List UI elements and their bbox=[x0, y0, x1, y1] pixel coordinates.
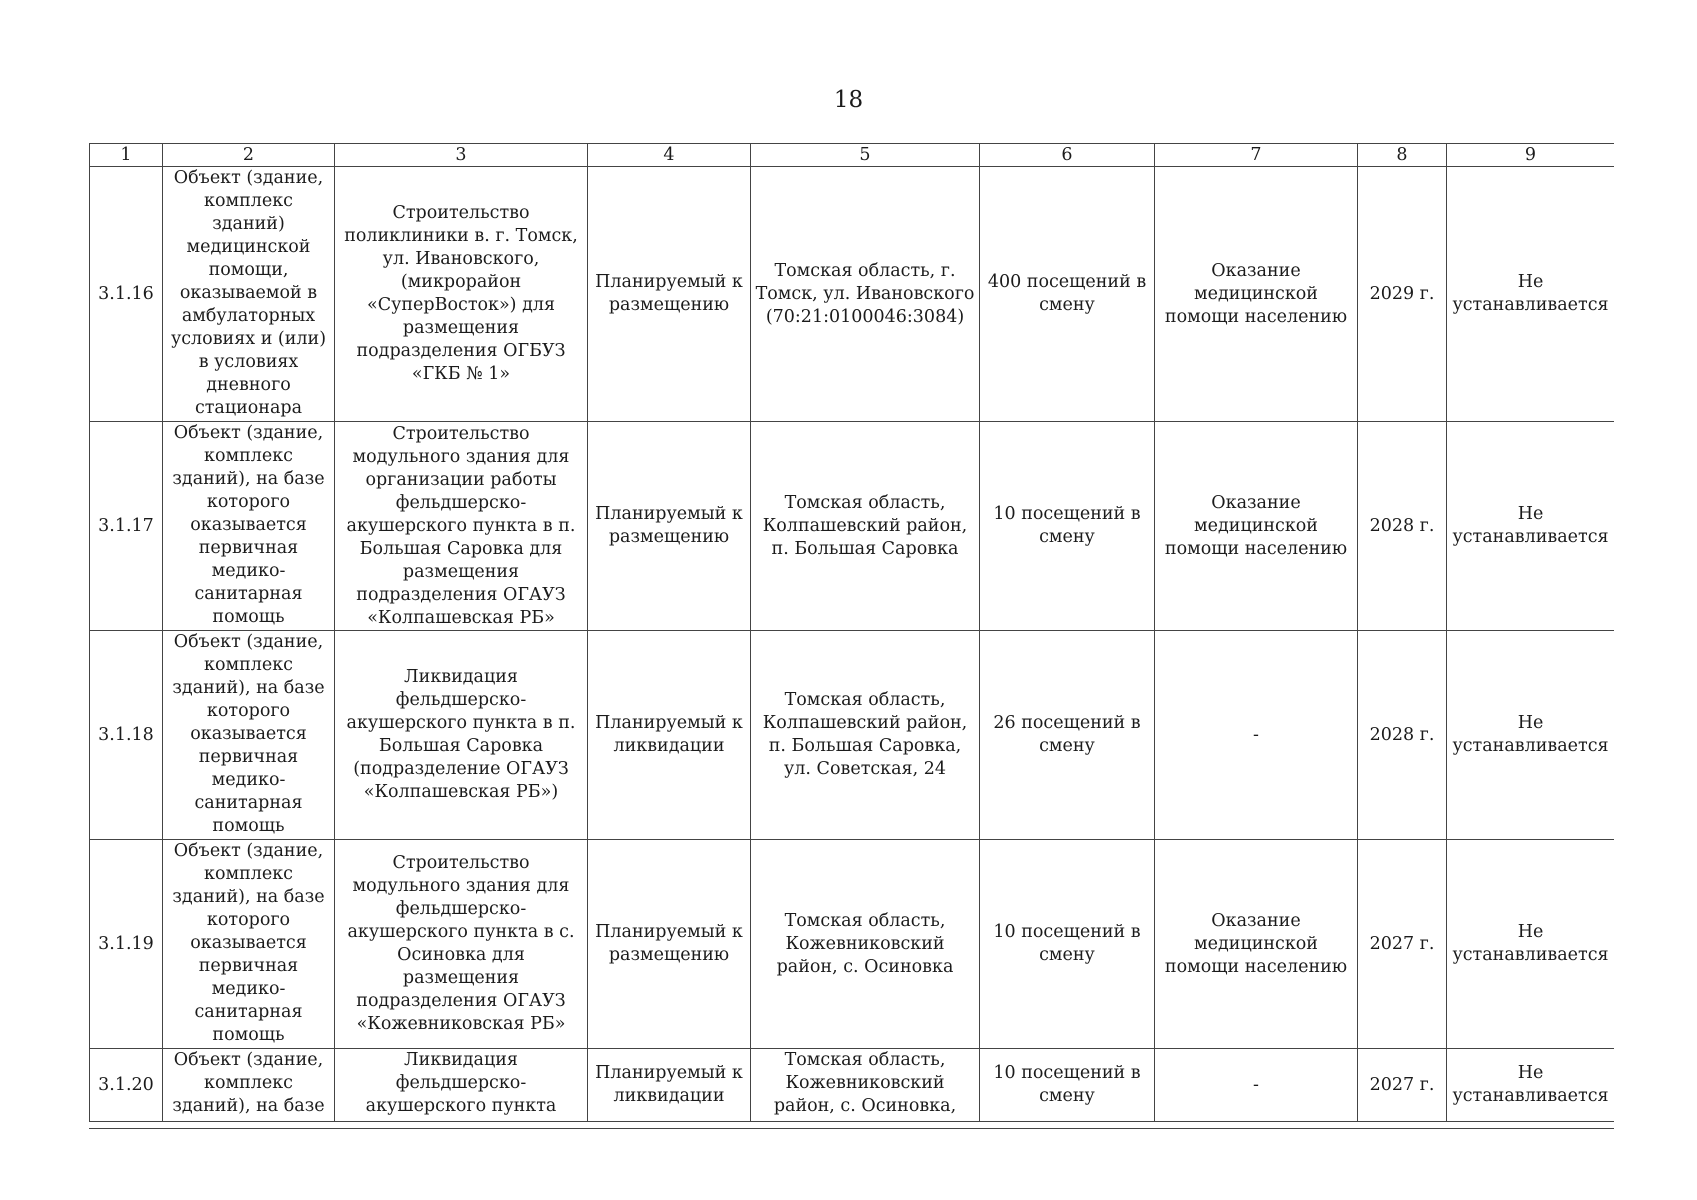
objects-table bbox=[89, 143, 1614, 1122]
object-location: Томская область, Кожевниковский район, с. Осиновка bbox=[751, 840, 980, 1049]
row-number: 3.1.19 bbox=[90, 840, 163, 1049]
column-header: 2 bbox=[163, 144, 335, 167]
column-header: 3 bbox=[335, 144, 588, 167]
object-capacity: 10 посещений в смену bbox=[980, 1049, 1155, 1122]
column-header: 1 bbox=[90, 144, 163, 167]
object-name: Строительство модульного здания для организации работы фельдшерско-акушерского пункта в п. Большая Саровка для размещения подразделения ОГАУЗ «Колпашевская РБ» bbox=[335, 422, 588, 631]
table-row bbox=[90, 1049, 1615, 1122]
object-location: Томская область, г. Томск, ул. Ивановского (70:21:0100046:3084) bbox=[751, 167, 980, 422]
objects-table-container bbox=[89, 143, 1614, 1129]
object-type: Объект (здание, комплекс зданий), на базе которого оказывается первичная медико-санитарная помощь bbox=[163, 422, 335, 631]
object-zone: Не устанавливается bbox=[1447, 167, 1615, 422]
column-header: 9 bbox=[1447, 144, 1615, 167]
object-zone: Не устанавливается bbox=[1447, 840, 1615, 1049]
object-year: 2028 г. bbox=[1358, 422, 1447, 631]
object-name: Ликвидация фельдшерско-акушерского пункта bbox=[335, 1049, 588, 1122]
object-purpose: Оказание медицинской помощи населению bbox=[1155, 840, 1358, 1049]
object-status: Планируемый к размещению bbox=[588, 167, 751, 422]
object-status: Планируемый к размещению bbox=[588, 840, 751, 1049]
row-number: 3.1.20 bbox=[90, 1049, 163, 1122]
object-status: Планируемый к ликвидации bbox=[588, 631, 751, 840]
object-location: Томская область, Колпашевский район, п. Большая Саровка, ул. Советская, 24 bbox=[751, 631, 980, 840]
column-header: 5 bbox=[751, 144, 980, 167]
row-number: 3.1.18 bbox=[90, 631, 163, 840]
object-type: Объект (здание, комплекс зданий) медицинской помощи, оказываемой в амбулаторных условиях и (или) в условиях дневного стационара bbox=[163, 167, 335, 422]
object-name: Строительство поликлиники в. г. Томск, ул. Ивановского, (микрорайон «СуперВосток») для размещения подразделения ОГБУЗ «ГКБ № 1» bbox=[335, 167, 588, 422]
table-row bbox=[90, 167, 1615, 422]
object-status: Планируемый к размещению bbox=[588, 422, 751, 631]
object-year: 2029 г. bbox=[1358, 167, 1447, 422]
object-location: Томская область, Колпашевский район, п. Большая Саровка bbox=[751, 422, 980, 631]
object-capacity: 10 посещений в смену bbox=[980, 422, 1155, 631]
object-purpose: - bbox=[1155, 1049, 1358, 1122]
table-row bbox=[90, 631, 1615, 840]
row-number: 3.1.17 bbox=[90, 422, 163, 631]
object-purpose: - bbox=[1155, 631, 1358, 840]
table-row bbox=[90, 422, 1615, 631]
row-number: 3.1.16 bbox=[90, 167, 163, 422]
object-year: 2027 г. bbox=[1358, 1049, 1447, 1122]
object-purpose: Оказание медицинской помощи населению bbox=[1155, 422, 1358, 631]
object-capacity: 10 посещений в смену bbox=[980, 840, 1155, 1049]
object-name: Ликвидация фельдшерско-акушерского пункта в п. Большая Саровка (подразделение ОГАУЗ «Колпашевская РБ») bbox=[335, 631, 588, 840]
object-year: 2027 г. bbox=[1358, 840, 1447, 1049]
object-zone: Не устанавливается bbox=[1447, 422, 1615, 631]
column-header: 4 bbox=[588, 144, 751, 167]
column-header: 7 bbox=[1155, 144, 1358, 167]
column-header: 8 bbox=[1358, 144, 1447, 167]
object-zone: Не устанавливается bbox=[1447, 1049, 1615, 1122]
object-capacity: 400 посещений в смену bbox=[980, 167, 1155, 422]
object-location: Томская область, Кожевниковский район, с. Осиновка, bbox=[751, 1049, 980, 1122]
object-purpose: Оказание медицинской помощи населению bbox=[1155, 167, 1358, 422]
object-year: 2028 г. bbox=[1358, 631, 1447, 840]
object-status: Планируемый к ликвидации bbox=[588, 1049, 751, 1122]
table-row bbox=[90, 840, 1615, 1049]
page-number: 18 bbox=[833, 87, 864, 113]
object-name: Строительство модульного здания для фельдшерско-акушерского пункта в с. Осиновка для размещения подразделения ОГАУЗ «Кожевниковская РБ» bbox=[335, 840, 588, 1049]
object-type: Объект (здание, комплекс зданий), на базе bbox=[163, 1049, 335, 1122]
object-zone: Не устанавливается bbox=[1447, 631, 1615, 840]
object-type: Объект (здание, комплекс зданий), на базе которого оказывается первичная медико-санитарная помощь bbox=[163, 631, 335, 840]
column-header: 6 bbox=[980, 144, 1155, 167]
object-type: Объект (здание, комплекс зданий), на базе которого оказывается первичная медико-санитарная помощь bbox=[163, 840, 335, 1049]
column-number-row bbox=[90, 144, 1615, 167]
object-capacity: 26 посещений в смену bbox=[980, 631, 1155, 840]
